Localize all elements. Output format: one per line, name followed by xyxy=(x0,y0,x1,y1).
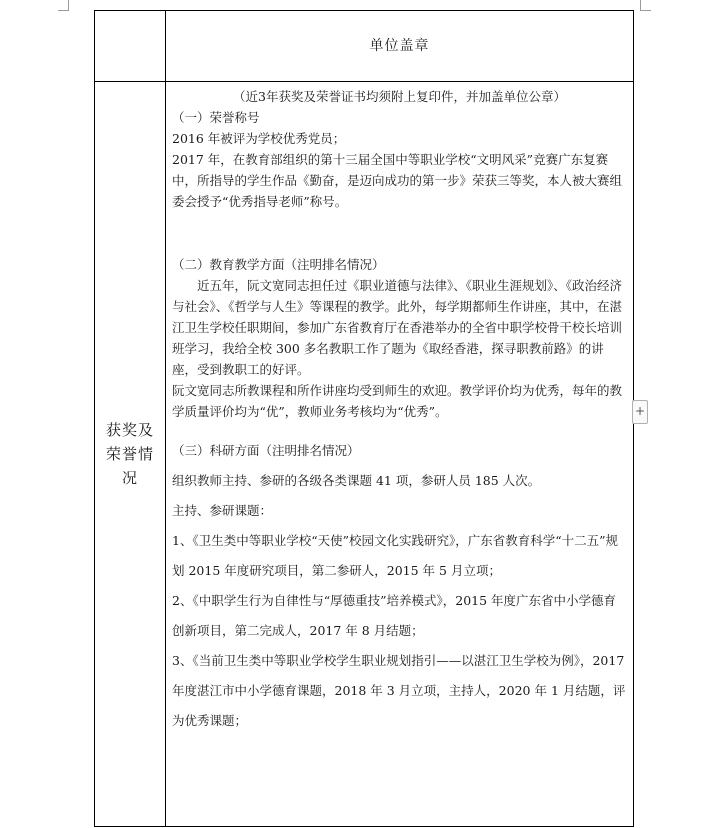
section-label-line: 荣誉情 xyxy=(105,445,154,463)
awards-row xyxy=(95,82,634,827)
part3-title: （三）科研方面（注明排名情况） xyxy=(172,443,360,458)
awards-content xyxy=(166,82,633,826)
part1-title: （一）荣誉称号 xyxy=(172,110,260,125)
seal-label: 单位盖章 xyxy=(369,38,430,54)
part3-line: 1、《卫生类中等职业学校“天使”校园文化实践研究》，广东省教育科学“十二五”规划 2015 年度研究项目，第二参研人，2015 年 5 月立项； xyxy=(172,533,619,578)
note-text: （近3年获奖及荣誉证书均须附上复印件，并加盖单位公章） xyxy=(233,89,566,104)
part1-line: 2016 年被评为学校优秀党员； xyxy=(172,131,346,146)
part1-line: 2017 年，在教育部组织的第十三届全国中等职业学校“文明风采”竞赛广东复赛中，所指导的学生作品《勤奋，是迈向成功的第一步》荣获三等奖，本人被大赛组委会授予“优秀指导老师”称号。 xyxy=(172,152,623,209)
part3-line: 组织教师主持、参研的各级各类课题 41 项，参研人员 185 人次。 xyxy=(172,473,541,488)
section-label-cell xyxy=(95,82,166,827)
section-label xyxy=(95,418,165,490)
seal-row-blank-cell xyxy=(95,11,166,82)
add-row-plus-icon[interactable]: + xyxy=(632,400,648,424)
award-table xyxy=(94,10,634,827)
seal-row xyxy=(95,11,634,82)
part3-block xyxy=(172,436,627,736)
part2-title: （二）教育教学方面（注明排名情况） xyxy=(172,257,385,272)
part3-line: 3、《当前卫生类中等职业学校学生职业规划指引——以湛江卫生学校为例》，2017 年度湛江市中小学德育课题，2018 年 3 月立项，主持人，2020 年 1 月结题，评为优秀课题； xyxy=(172,653,626,728)
part2-paragraph: 阮文宽同志所教课程和所作讲座均受到师生的欢迎。教学评价均为优秀，每年的教学质量评价均为“优”，教师业务考核均为“优秀”。 xyxy=(172,383,623,419)
section-label-line: 况 xyxy=(121,469,138,487)
part3-line: 主持、参研课题： xyxy=(172,503,273,518)
seal-cell xyxy=(166,11,634,82)
page-corner-mark-left xyxy=(58,0,69,11)
page-corner-mark-right xyxy=(640,0,651,11)
awards-content-cell xyxy=(166,82,634,827)
spacer xyxy=(172,212,627,254)
part2-paragraph: 近五年，阮文宽同志担任过《职业道德与法律》、《职业生涯规划》、《政治经济与社会》、《哲学与人生》等课程的教学。此外，每学期都师生作讲座，其中，在湛江卫生学校任职期间，参加广东省教育厅在香港举办的全省中职学校骨干校长培训班学习，我给全校 300 多名教职工作了题为《取经香港，探寻职教前路》的讲座，受到教职工的好评。 xyxy=(172,278,623,377)
section-label-line: 获奖及 xyxy=(105,421,154,439)
part3-line: 2、《中职学生行为自律性与“厚德重技”培养模式》，2015 年度广东省中小学德育创新项目，第二完成人，2017 年 8 月结题； xyxy=(172,593,617,638)
spacer xyxy=(172,422,627,436)
